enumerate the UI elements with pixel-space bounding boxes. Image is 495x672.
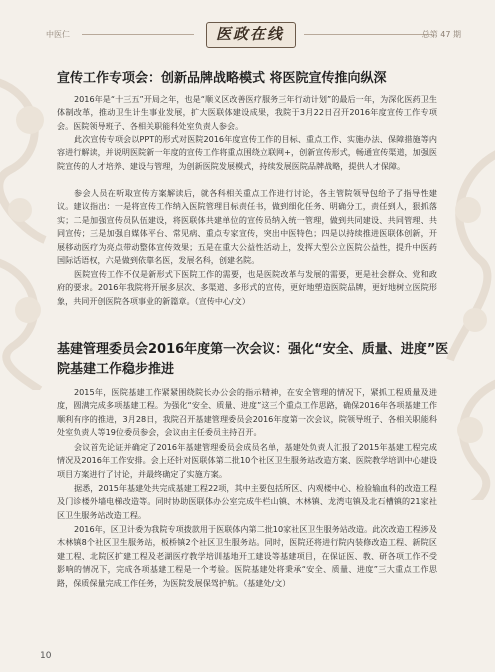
article-paragraph: 参会人员在听取宣传方案解读后，就各科相关重点工作进行讨论，各主管院领导包给予了指导性建议。建议指出：一是将宣传工作纳入医院管理目标责任书，做到细化任务、明确分工，责任到人，狠抓落实；二是加强宣传员队伍建设，将医联体共建单位的宣传员纳入统一管理，做到共同建设、共同管理、共同宣传；三是加强自媒体平台、常见病、重点专家宣传，突出中医特色；四是以持续推进医联体创新，开展移动医疗为亮点带动整体宣传效果；五是在重大公益性活动上，发挥大型公立医院公益性，提升中医药国际话语权，六是做到依靠名医，发展名科，创建名院。	[57, 188, 437, 266]
header-rule-right	[304, 34, 432, 35]
floral-ornament-graphic	[440, 140, 495, 500]
article-paragraph: 会议首先论证并确定了2016年基建管理委员会成员名单，基建处负责人汇报了2015年基建工程完成情况及2016年工作安排。会上还针对医联体第二批10个社区卫生服务站改造方案、医院教学培训中心建设项目方案进行了讨论，并最终确定了实施方案。	[57, 442, 437, 479]
floral-ornament-graphic	[0, 60, 60, 390]
page-header	[0, 0, 495, 62]
article-paragraph: 2015年，医院基建工作紧紧围绕院长办公会的指示精神，在安全管理的情况下，紧抓工程质量及进度，圆满完成多项基建工程。为强化“安全、质量、进度”这三个重点工作思路，确保2016年各项基建工作顺利有序的推进，3月28日，我院召开基建管理委员会2016年度第一次会议，院领导班子、各相关职能科处室负责人等19位委员参会，会议由主任委员主持召开。	[57, 387, 437, 438]
article-paragraph: 2016年，区卫计委为我院专项拨款用于医联体内第二批10家社区卫生服务站改造。此次改造工程涉及木林镇8个社区卫生服务站，板桥镇2个社区卫生服务站。同时，医院还将进行院内装修改造工程、新院区建工程、北院区扩建工程及老湖医疗教学培训基地开工建设等基建项目，在保证医、教、研各项工作不受影响的情况下，完成各项基建工程是一个考验。医院基建处将秉承“安全、质量、进度”三大重点工作思路，保质保量完成工作任务，为医院发展保驾护航。（基建处/文）	[57, 524, 437, 588]
journal-name: 中医仁	[46, 30, 70, 39]
column-title: 医政在线	[215, 25, 284, 43]
article-paragraph: 此次宣传专项会以PPT的形式对医院2016年度宣传工作的目标、重点工作、实施办法、保障措施等内容进行解读，并说明医院新一年度的宣传工作将重点围绕立联网+，创新宣传形式，畅通宣传渠道，加强医院宣传的人才培养、建设与管理，为创新医院发展模式，持续发展医院品牌战略，提供人才保障。	[57, 134, 437, 171]
issue-number: 总第 47 期	[421, 30, 461, 39]
article-paragraph: 据悉，2015年基建处共完成基建工程22项，其中主要包括所区、内观楼中心、检验输血科的改造工程及门诊楼外墙电梯改造等。同时协助医联体办公室完成牛栏山镇、木林镇、龙湾屯镇及北石槽镇的21家社区卫生服务站改造工程。	[57, 483, 437, 520]
article-paragraph: 医院宣传工作不仅是新形式下医院工作的需要，也是医院改革与发展的需要，更是社会群众、党和政府的要求。2016年我院将开展多层次、多渠道、多形式的宣传，更好地塑造医院品牌，更好地树立医院形象，共同开创医院各项事业的新篇章。（宣传中心/文）	[57, 269, 437, 306]
article-paragraph: 2016年是“十三五”开局之年，也是“顺义区改善医疗服务三年行动计划”的最后一年，为深化医药卫生体制改革，推动卫生计生事业发展，扩大医联体建设成果，我院于3月22日召开2016年度宣传工作专项会。医院领导班子、各相关职能科处室负责人参会。	[57, 94, 437, 131]
article-title: 基建管理委员会2016年度第一次会议：强化“安全、质量、进度”医院基建工作稳步推进	[57, 342, 449, 377]
page-number: 10	[40, 651, 52, 661]
header-rule-left	[82, 34, 194, 35]
article-title: 宣传工作专项会：创新品牌战略模式 将医院宣传推向纵深	[57, 71, 387, 86]
